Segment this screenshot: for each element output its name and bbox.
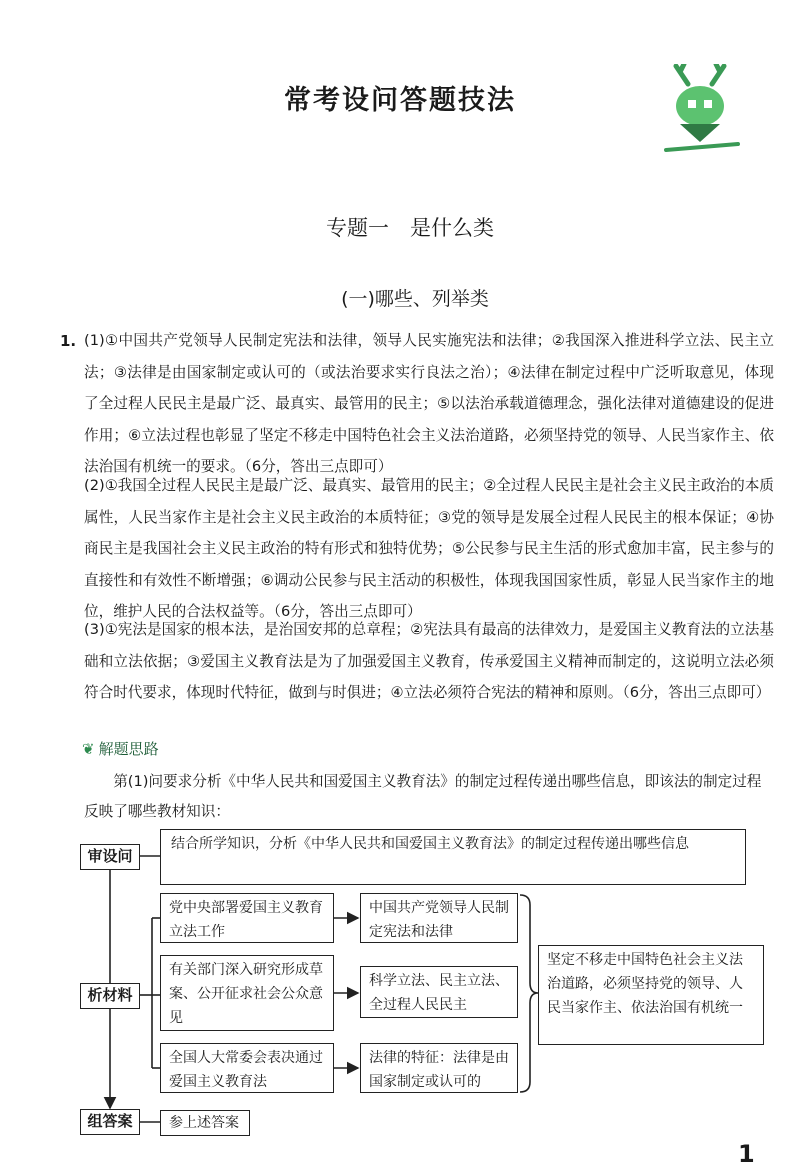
topic-subtitle: (一)哪些、列举类	[341, 288, 489, 310]
answer-part-2-text: (2)①我国全过程人民民主是最广泛、最真实、最管用的民主；②全过程人民民主是社会主义民主政治的本质属性，人民当家作主是社会主义民主政治的本质特征；③党的领导是发展全过程人民民主的根本保证；④协商民主是我国社会主义民主政治的特有形式和独特优势；⑤公民参与民主生活的形式愈加丰富，民主参与的直接性和有效性不断增强；⑥调动公民参与民主活动的积极性，体现我国国家性质，彰显人民当家作主的地位，维护人民的合法权益等。（6分，答出三点即可）	[84, 477, 774, 620]
label-material: 析材料	[80, 983, 140, 1009]
knowledge-box-2: 科学立法、民主立法、全过程人民民主	[360, 966, 518, 1018]
ask-box: 结合所学知识，分析《中华人民共和国爱国主义教育法》的制定过程传递出哪些信息	[160, 829, 746, 885]
thinking-heading-label: 解题思路	[98, 740, 159, 758]
thinking-intro: 第(1)问要求分析《中华人民共和国爱国主义教育法》的制定过程传递出哪些信息，即该法的制定过程反映了哪些教材知识：	[84, 773, 762, 820]
label-answer: 组答案	[80, 1109, 140, 1135]
topic-title: 专题一 是什么类	[326, 216, 494, 240]
label-ask: 审设问	[80, 844, 140, 870]
leaf-icon: ❦	[82, 740, 95, 758]
knowledge-box-1: 中国共产党领导人民制定宪法和法律	[360, 893, 518, 943]
material-box-3: 全国人大常委会表决通过爱国主义教育法	[160, 1043, 334, 1093]
material-box-2: 有关部门深入研究形成草案、公开征求社会公众意见	[160, 955, 334, 1031]
answer-box: 参上述答案	[160, 1110, 250, 1136]
answer-part-3-text: (3)①宪法是国家的根本法，是治国安邦的总章程；②宪法具有最高的法律效力，是爱国主义教育法的立法基础和立法依据；③爱国主义教育法是为了加强爱国主义教育，传承爱国主义精神而制定的，这说明立法必须符合时代要求，体现时代特征，做到与时俱进；④立法必须符合宪法的精神和原则。（6分，答出三点即可）	[84, 621, 774, 701]
page-number: 1	[738, 1140, 755, 1168]
knowledge-box-3: 法律的特征：法律是由国家制定或认可的	[360, 1043, 518, 1093]
page-title: 常考设问答题技法	[284, 85, 516, 116]
answer-part-1-text: (1)①中国共产党领导人民制定宪法和法律，领导人民实施宪法和法律；②我国深入推进科学立法、民主立法；③法律是由国家制定或认可的（或法治要求实行良法之治）；④法律在制定过程中广泛听取意见，体现了全过程人民民主是最广泛、最真实、最管用的民主；⑤以法治承载道德理念，强化法律对道德建设的促进作用；⑥立法过程也彰显了坚定不移走中国特色社会主义法治道路，必须坚持党的领导、人民当家作主、依法治国有机统一的要求。（6分，答出三点即可）	[84, 332, 774, 475]
material-box-1: 党中央部署爱国主义教育立法工作	[160, 893, 334, 943]
summary-box: 坚定不移走中国特色社会主义法治道路，必须坚持党的领导、人民当家作主、依法治国有机统一	[538, 945, 764, 1045]
question-number: 1.	[60, 332, 77, 350]
